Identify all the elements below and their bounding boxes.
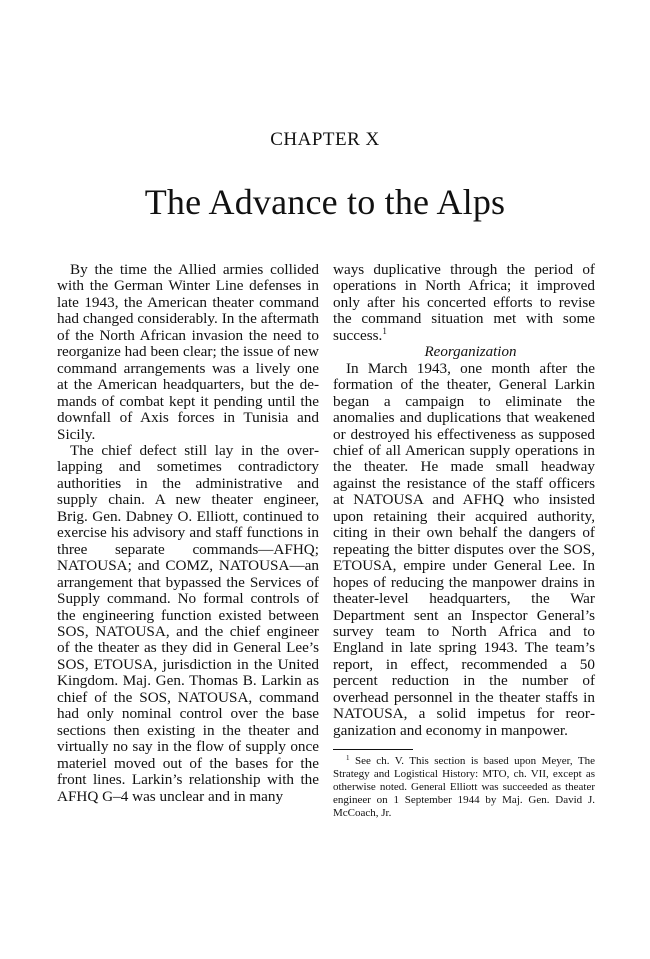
paragraph: In March 1943, one month after the formation of the theater, General Larkin began a campaign to eliminate the anomalies and duplications that weakened or destroyed his effectiveness as supposed chief of all American supply operations in the theater. He made small headway against the resistance of the staff officers at NATOUSA and AFHQ who insisted upon retaining their acquired authority, citing in their own behalf the dangers of repeating the bitter disputes over the SOS, ETOUSA, empire under General Lee. In hopes of reducing the manpower drains in theater-level headquarters, the War Department sent an Inspector General’s survey team to North Africa and to England in late spring 1943. The team’s report, in effect, recommended a 50 percent reduction in the number of overhead personnel in the theater staffs in NATOUSA, a solid impetus for reorganization and economy in manpower. — [333, 359, 595, 739]
right-column — [333, 262, 595, 820]
footnote — [333, 755, 595, 820]
chapter-title: The Advance to the Alps — [144, 182, 506, 222]
left-column — [57, 262, 319, 805]
footnote-reference[interactable]: 1 — [382, 325, 387, 336]
paragraph: The chief defect still lay in the overlapping and sometimes contradictory authorities in the administrative and supply chain. A new theater engineer, Brig. Gen. Dabney O. Elliott, continued to exercise his advisory and staff functions in three separate commands—AFHQ; NATOUSA; and COMZ, NATOUSA—an arrangement that bypassed the Services of Supply command. No formal controls of the engineering function existed between SOS, NATOUSA, and the chief engineer of the theater as they did in General Lee’s SOS, ETOUSA, jurisdiction in the United Kingdom. Maj. Gen. Thomas B. Larkin as chief of the SOS, NATOUSA, command had only nominal control over the base sections then existing in the theater and virtually no say in the flow of supply once materiel moved out of the bases for the front lines. Larkin’s relationship with the AFHQ G–4 was unclear and in many — [57, 441, 319, 805]
section-heading: Reorganization — [424, 344, 517, 361]
chapter-label: CHAPTER X — [270, 129, 380, 150]
continued-paragraph — [333, 262, 595, 344]
footnote-text: See ch. V. This section is based upon Meyer, The Strategy and Logistical History: MTO, ch. VII, except as otherwise noted. General Elliott was succeeded as theater engineer on 1 September 1944 by Maj. Gen. David J. McCoach, Jr. — [333, 755, 595, 820]
footnote-number: 1 — [346, 754, 350, 763]
paragraph-text: ways duplicative through the period of operations in North Africa; it improved only after his concerted efforts to revise the command situation met with some success. — [333, 261, 595, 344]
paragraph: By the time the Allied armies collided with the German Winter Line defenses in late 1943, the American theater command had changed considerably. In the aftermath of the North African invasion the need to reorganize had been clear; the issue of new command arrangements was a lively one at the American headquarters, but the demands of combat kept it pending until the downfall of Axis forces in Tunisia and Sicily. — [57, 261, 319, 443]
footnote-divider — [333, 749, 413, 750]
